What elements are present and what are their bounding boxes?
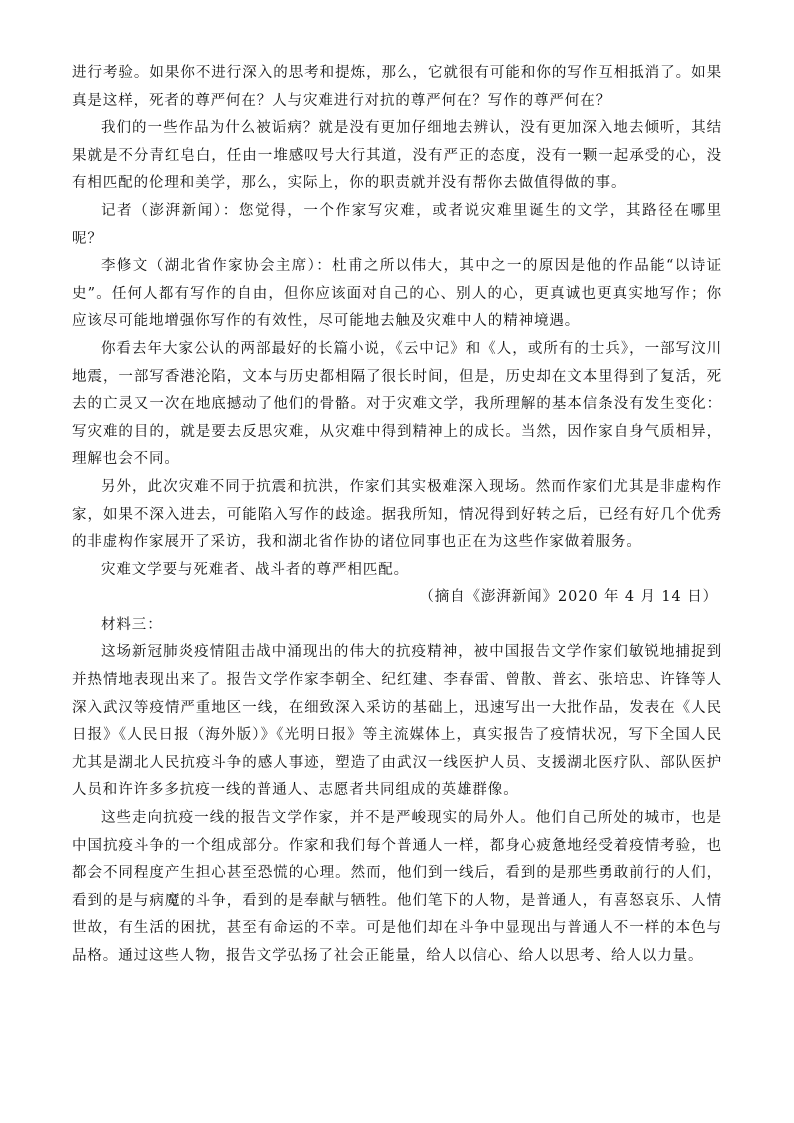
material-label: 材料三： [101,616,163,633]
paragraph-material-3-spirit: 这场新冠肺炎疫情阻击战中涌现出的伟大的抗疫精神，被中国报告文学作家们敏锐地捕捉到并热情地表现出来了。报告文学作家李朝全、纪红建、李春雷、曾散、普玄、张培忠、许锋等人深入武汉等疫情严重地区一线，在细致深入采访的基础上，迅速写出一大批作品，发表在《人民日报》《人民日报（海外版）》《光明日报》等主流媒体上，真实报告了疫情状况，写下全国人民尤其是湖北人民抗疫斗争的感人事迹，塑造了由武汉一线医护人员、支援湖北医疗队、部队医护人员和许许多多抗疫一线的普通人、志愿者共同组成的英雄群像。 [72,644,722,799]
paragraph-material-3-writers: 这些走向抗疫一线的报告文学作家，并不是严峻现实的局外人。他们自己所处的城市，也是中国抗疫斗争的一个组成部分。作家和我们每个普通人一样，都身心疲惫地经受着疫情考验，也都会不同程度产生担心甚至恐慌的心理。然而，他们到一线后，看到的是那些勇敢前行的人们，看到的是与病魔的斗争，看到的是奉献与牺牲。他们笔下的人物，是普通人，有喜怒哀乐、人情世故，有生活的困扰，甚至有命运的不幸。可是他们却在斗争中显现出与普通人不一样的本色与品格。通过这些人物，报告文学弘扬了社会正能量，给人以信心、给人以思考、给人以力量。 [72,810,722,964]
paragraph-dignity: 灾难文学要与死难者、战斗者的尊严相匹配。 [101,561,409,578]
paragraph-continuation: 进行考验。如果你不进行深入的思考和提炼，那么，它就很有可能和你的写作互相抵消了。如果真是这样，死者的尊严何在？人与灾难进行对抗的尊严何在？写作的尊严何在？ [72,65,722,109]
paragraph-nonfiction-writers: 另外，此次灾难不同于抗震和抗洪，作家们其实极难深入现场。然而作家们尤其是非虚构作家，如果不深入进去，可能陷入写作的歧途。据我所知，情况得到好转之后，已经有好几个优秀的非虚构作家展开了采访，我和湖北省作协的诸位同事也正在为这些作家做着服务。 [72,478,722,551]
paragraph-reporter-question: 记者（澎湃新闻）：您觉得，一个作家写灾难，或者说灾难里诞生的文学，其路径在哪里呢？ [72,202,722,247]
source-note: （摘自《澎湃新闻》2020 年 4 月 14 日） [419,589,718,606]
paragraph-li-xiuwen-answer: 李修文（湖北省作家协会主席）：杜甫之所以伟大，其中之一的原因是他的作品能“以诗证史”。任何人都有写作的自由，但你应该面对自己的心、别人的心，更真诚也更真实地写作；你应该尽可能地增强你写作的有效性，尽可能地去触及灾难中人的精神境遇。 [72,258,722,330]
paragraph-criticism: 我们的一些作品为什么被诟病？就是没有更加仔细地去辨认，没有更加深入地去倾听，其结果就是不分青红皂白，任由一堆感叹号大行其道，没有严正的态度，没有一颗一起承受的心，没有相匹配的伦理和美学，那么，实际上，你的职责就并没有帮你去做值得做的事。 [72,120,722,192]
paragraph-novels: 你看去年大家公认的两部最好的长篇小说，《云中记》和《人，或所有的士兵》，一部写汶川地震，一部写香港沦陷，文本与历史都相隔了很长时间，但是，历史却在文本里得到了复活，死去的亡灵又一次在地底撼动了他们的骨骼。对于灾难文学，我所理解的基本信条没有发生变化：写灾难的目的，就是要去反思灾难，从灾难中得到精神上的成长。当然，因作家自身气质相异，理解也会不同。 [72,340,722,468]
